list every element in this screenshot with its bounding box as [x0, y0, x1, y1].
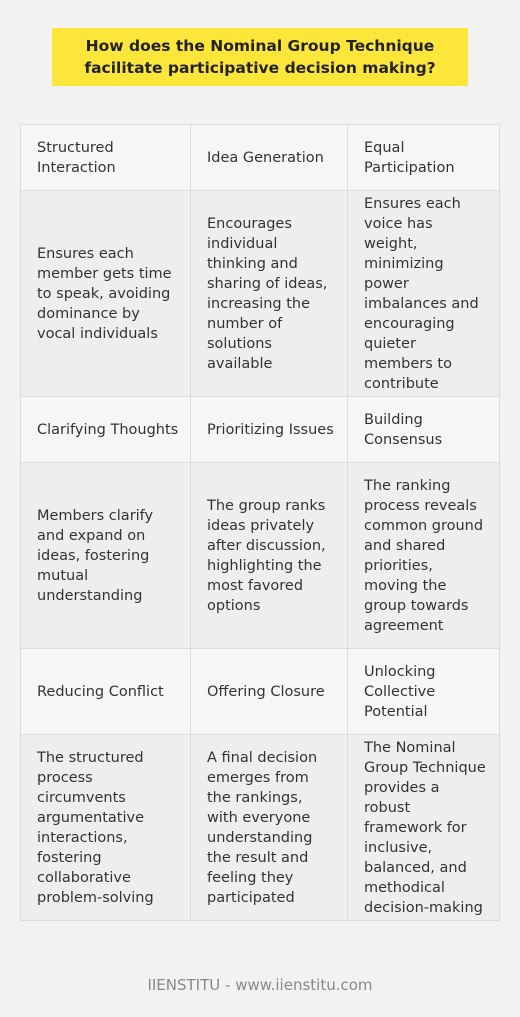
grid-heading: Offering Closure	[191, 649, 348, 734]
grid-body-row	[21, 191, 499, 397]
grid-heading: Reducing Conflict	[21, 649, 191, 734]
grid-header-row	[21, 397, 499, 463]
grid-heading: Equal Participation	[364, 139, 455, 176]
grid-heading: Structured Interaction	[21, 125, 191, 190]
grid-heading: Building Consensus	[364, 411, 443, 448]
grid-description: Members clarify and expand on ideas, fostering mutual understanding	[21, 463, 191, 648]
grid-description: The group ranks ideas privately after discussion, highlighting the most favored options	[191, 463, 348, 648]
grid-description: The structured process circumvents argumentative interactions, fostering collaborative problem-solving	[21, 735, 191, 920]
info-grid	[20, 124, 500, 921]
grid-description: A final decision emerges from the rankings, with everyone understanding the result and feeling they participated	[191, 735, 348, 920]
grid-heading: Prioritizing Issues	[191, 397, 348, 462]
grid-heading: Clarifying Thoughts	[21, 397, 191, 462]
title-banner	[52, 28, 468, 86]
grid-description: Encourages individual thinking and sharing of ideas, increasing the number of solutions available	[191, 191, 348, 396]
grid-body-row	[21, 463, 499, 649]
page-title: How does the Nominal Group Technique facilitate participative decision making?	[84, 37, 436, 77]
grid-heading: Idea Generation	[191, 125, 348, 190]
grid-header-row	[21, 125, 499, 191]
grid-heading: Unlocking Collective Potential	[364, 663, 436, 720]
footer-credit: IIENSTITU - www.iienstitu.com	[147, 976, 373, 994]
grid-description: Ensures each member gets time to speak, avoiding dominance by vocal individuals	[21, 191, 191, 396]
grid-header-row	[21, 649, 499, 735]
grid-description: The Nominal Group Technique provides a robust framework for inclusive, balanced, and methodical decision-making	[364, 739, 486, 916]
grid-description: Ensures each voice has weight, minimizing power imbalances and encouraging quieter members to contribute	[364, 195, 479, 392]
grid-body-row	[21, 735, 499, 920]
grid-description: The ranking process reveals common ground and shared priorities, moving the group towards agreement	[364, 477, 484, 634]
